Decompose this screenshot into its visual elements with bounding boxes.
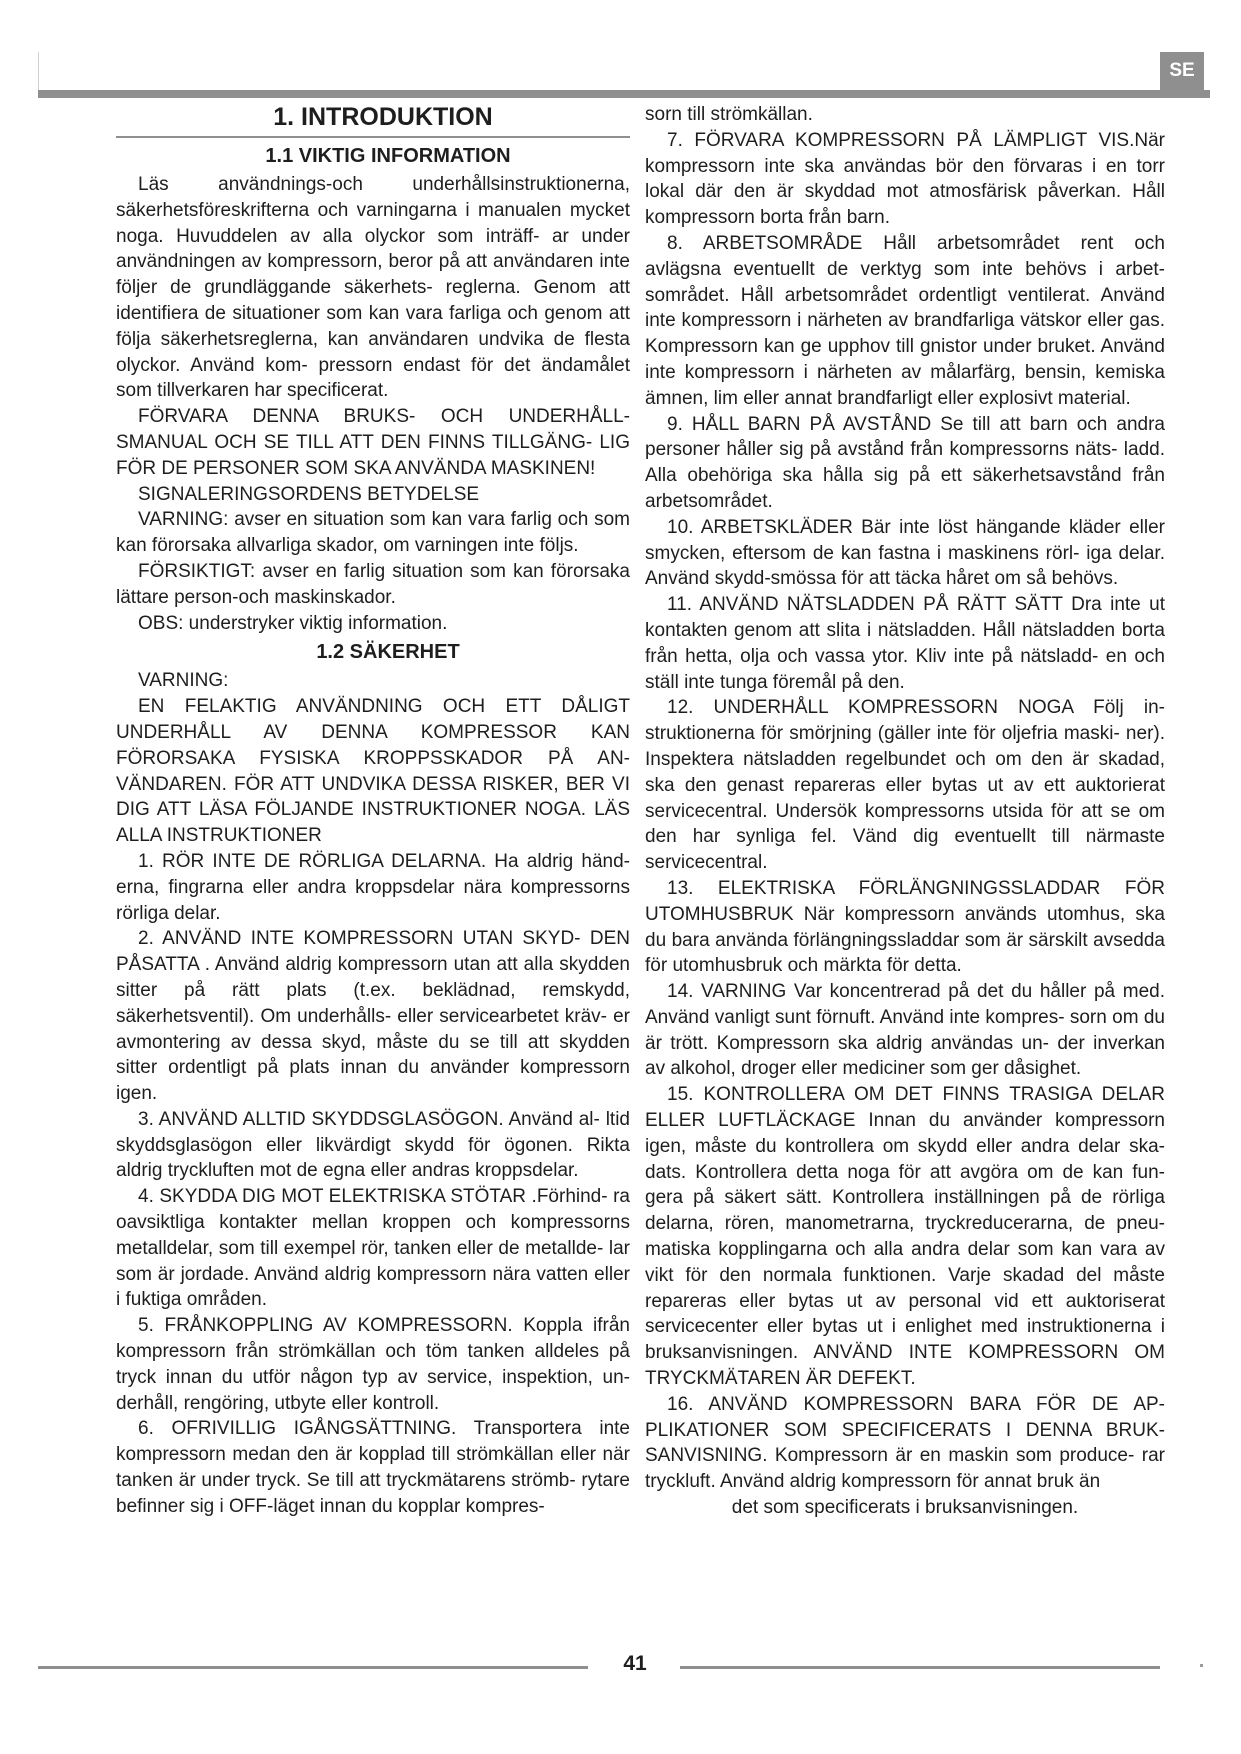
paragraph: FÖRSIKTIGT: avser en farlig situation som kan förorsaka lättare person-och maskinskador.: [116, 560, 630, 608]
header-rule: [38, 90, 1210, 98]
paragraph: Läs användnings-och underhållsinstruktionerna, säkerhetsföreskrifterna och varningarna i manualen mycket noga. Huvuddelen av alla olyckor som inträff- ar under användningen av kompressorn, beror på att användaren inte följer de grundläggande säkerhets- reglerna. Genom att identifiera de situationer som kan vara farliga och genom att följa säkerhetsreglerna, kan användaren undvika de flesta olyckor. Använd kom- pressorn endast för det ändamålet som tillverkaren har specificerat.: [116, 174, 630, 402]
safety-item-1: 1. RÖR INTE DE RÖRLIGA DELARNA. Ha aldrig händ- erna, fingrarna eller andra kroppsdelar nära kompressorns rörliga delar.: [116, 850, 630, 924]
safety-item-14: 14. VARNING Var koncentrerad på det du håller på med. Använd vanligt sunt förnuft. Använd inte kompres- sorn om du är trött. Kompressorn ska aldrig användas un- der inverkan av alkohol, droger eller mediciner som ger dåsighet.: [645, 981, 1165, 1080]
paragraph: VARNING: avser en situation som kan vara farlig och som kan förorsaka allvarliga skador, om varningen inte följs.: [116, 509, 630, 557]
subsection-title-sakerhet: 1.2 SÄKERHET: [316, 641, 460, 664]
paragraph-last-line: det som specificerats i bruksanvisningen.: [731, 1497, 1079, 1519]
paragraph: FÖRVARA DENNA BRUKS- OCH UNDERHÅLL- SMANUAL OCH SE TILL ATT DEN FINNS TILLGÄNG- LIG FÖR DE PERSONER SOM SKA ANVÄNDA MASKINEN!: [116, 406, 630, 479]
footer-rule-right: [680, 1666, 1160, 1669]
safety-item-13: 13. ELEKTRISKA FÖRLÄNGNINGSSLADDAR FÖR UTOMHUSBRUK När kompressorn används utomhus, ska du bara använda förlängningssladdar som är särskilt avsedda för utomhusbruk och märkta för detta.: [645, 877, 1165, 977]
left-column: [116, 100, 630, 1520]
page-frame-edge: [38, 52, 39, 92]
paragraph: SIGNALERINGSORDENS BETYDELSE: [138, 483, 480, 505]
paragraph-continuation: sorn till strömkällan.: [645, 104, 813, 125]
safety-item-8: 8. ARBETSOMRÅDE Håll arbetsområdet rent och avlägsna eventuellt de verktyg som inte behövs i arbet- sområdet. Håll arbetsområdet ordentligt ventilerat. Använd inte kompressorn i närheten av brandfarliga vätskor eller gas. Kompressorn kan ge upphov till gnistor under bruket. Använd inte kompressorn i närheten av målarfärg, bensin, kemiska ämnen, lim eller annat brandfarligt eller explosivt material.: [645, 232, 1165, 409]
page-number: 41: [623, 1652, 647, 1675]
section-title-introduktion: 1. INTRODUKTION: [116, 100, 630, 138]
warning-paragraph: EN FELAKTIG ANVÄNDNING OCH ETT DÅLIGT UNDERHÅLL AV DENNA KOMPRESSOR KAN FÖRORSAKA FYSISKA KROPPSSKADOR PÅ AN- VÄNDAREN. FÖR ATT UNDVIKA DESSA RISKER, BER VI DIG ATT LÄSA FÖLJANDE INSTRUKTIONER NOGA. LÄS ALLA INSTRUKTIONER: [116, 696, 630, 847]
scan-dot: [1200, 1664, 1203, 1667]
safety-item-3: 3. ANVÄND ALLTID SKYDDSGLASÖGON. Använd al- ltid skyddsglasögon eller likvärdigt skydd för ögonen. Rikta aldrig tryckluften mot de egna eller andras kroppsdelar.: [116, 1108, 630, 1182]
safety-item-4: 4. SKYDDA DIG MOT ELEKTRISKA STÖTAR .Förhind- ra oavsiktliga kontakter mellan kroppen och kompressorns metalldelar, som till exempel rör, tanken eller de metallde- lar som är jordade. Använd aldrig kompressorn nära vatten eller i fuktiga områden.: [116, 1186, 630, 1311]
safety-item-15: 15. KONTROLLERA OM DET FINNS TRASIGA DELAR ELLER LUFTLÄCKAGE Innan du använder kompressorn igen, måste du kontrollera om skydd eller andra delar ska- dats. Kontrollera detta noga för att avgöra om de kan fun- gera på säkert sätt. Kontrollera inställningen på de rörliga delarna, rören, manometrarna, tryckreducerarna, de pneu- matiska kopplingarna och alla andra delar som kan vara av vikt för den normala funktionen. Varje skadad del måste repareras eller bytas ut av personal vid ett auktoriserat servicecenter eller bytas ut i enlighet med instruktionerna i bruksanvisningen. ANVÄND INTE KOMPRESSORN OM TRYCKMÄTAREN ÄR DEFEKT.: [645, 1084, 1165, 1390]
paragraph: VARNING:: [138, 670, 229, 692]
language-badge: SE: [1160, 52, 1204, 90]
safety-item-5: 5. FRÅNKOPPLING AV KOMPRESSORN. Koppla ifrån kompressorn från strömkällan och töm tanken alldeles på tryck innan du utför någon typ av service, inspektion, un- derhåll, rengöring, utbyte eller kontroll.: [116, 1315, 630, 1414]
safety-item-7: 7. FÖRVARA KOMPRESSORN PÅ LÄMPLIGT VIS.När kompressorn inte ska användas bör den förvaras i en torr lokal där den är skyddad mot atmosfärisk påverkan. Håll kompressorn borta från barn.: [645, 129, 1165, 229]
safety-item-2: 2. ANVÄND INTE KOMPRESSORN UTAN SKYD- DEN PÅSATTA . Använd aldrig kompressorn utan att alla skydden sitter på rätt plats (t.ex. beklädnad, remskydd, säkerhetsventil). Om underhålls- eller servicearbetet kräv- er avmontering av dessa skyd, måste du se till att skydden sitter ordentligt på plats innan du använder kompressorn igen.: [116, 928, 630, 1105]
safety-item-10: 10. ARBETSKLÄDER Bär inte löst hängande kläder eller smycken, eftersom de kan fastna i maskinens rörl- iga delar. Använd skydd-smössa för att täcka håret om så behövs.: [645, 516, 1165, 590]
subsection-title-viktig-information: 1.1 VIKTIG INFORMATION: [265, 145, 511, 167]
safety-item-9: 9. HÅLL BARN PÅ AVSTÅND Se till att barn och andra personer håller sig på avstånd från kompressorns näts- ladd. Alla obehöriga ska hålla sig på ett säkerhetsavstånd från arbetsområdet.: [645, 413, 1165, 512]
safety-item-12: 12. UNDERHÅLL KOMPRESSORN NOGA Följ in- struktionerna för smörjning (gäller inte för oljefria maski- ner). Inspektera nätsladden regelbundet och om den är skadad, ska den genast repareras eller bytas ut av ett auktorierat servicecentral. Undersök kompressorns utsida för att se om den har synliga fel. Vänd dig eventuellt till närmaste servicecentral.: [645, 697, 1165, 874]
safety-item-16: 16. ANVÄND KOMPRESSORN BARA FÖR DE AP- PLIKATIONER SOM SPECIFICERATS I DENNA BRUK- SANVISNING. Kompressorn är en maskin som producе- rar tryckluft. Använd aldrig kompressorn för annat bruk än: [645, 1393, 1165, 1493]
paragraph: OBS: understryker viktig information.: [138, 612, 448, 634]
right-column: [645, 102, 1165, 1521]
footer-rule-left: [38, 1666, 588, 1669]
safety-item-6: 6. OFRIVILLIG IGÅNGSÄTTNING. Transportera inte kompressorn medan den är kopplad till strömkällan eller när tanken är under tryck. Se till att tryckmätarens strömb- rytare befinner sig i OFF-läget innan du kopplar kompres-: [116, 1418, 630, 1517]
safety-item-11: 11. ANVÄND NÄTSLADDEN PÅ RÄTT SÄTT Dra inte ut kontakten genom att slita i nätsladden. Håll nätsladden borta från hetta, olja och vassa ytor. Kliv inte på nätsladd- en och ställ inte tunga föremål på den.: [645, 594, 1165, 693]
